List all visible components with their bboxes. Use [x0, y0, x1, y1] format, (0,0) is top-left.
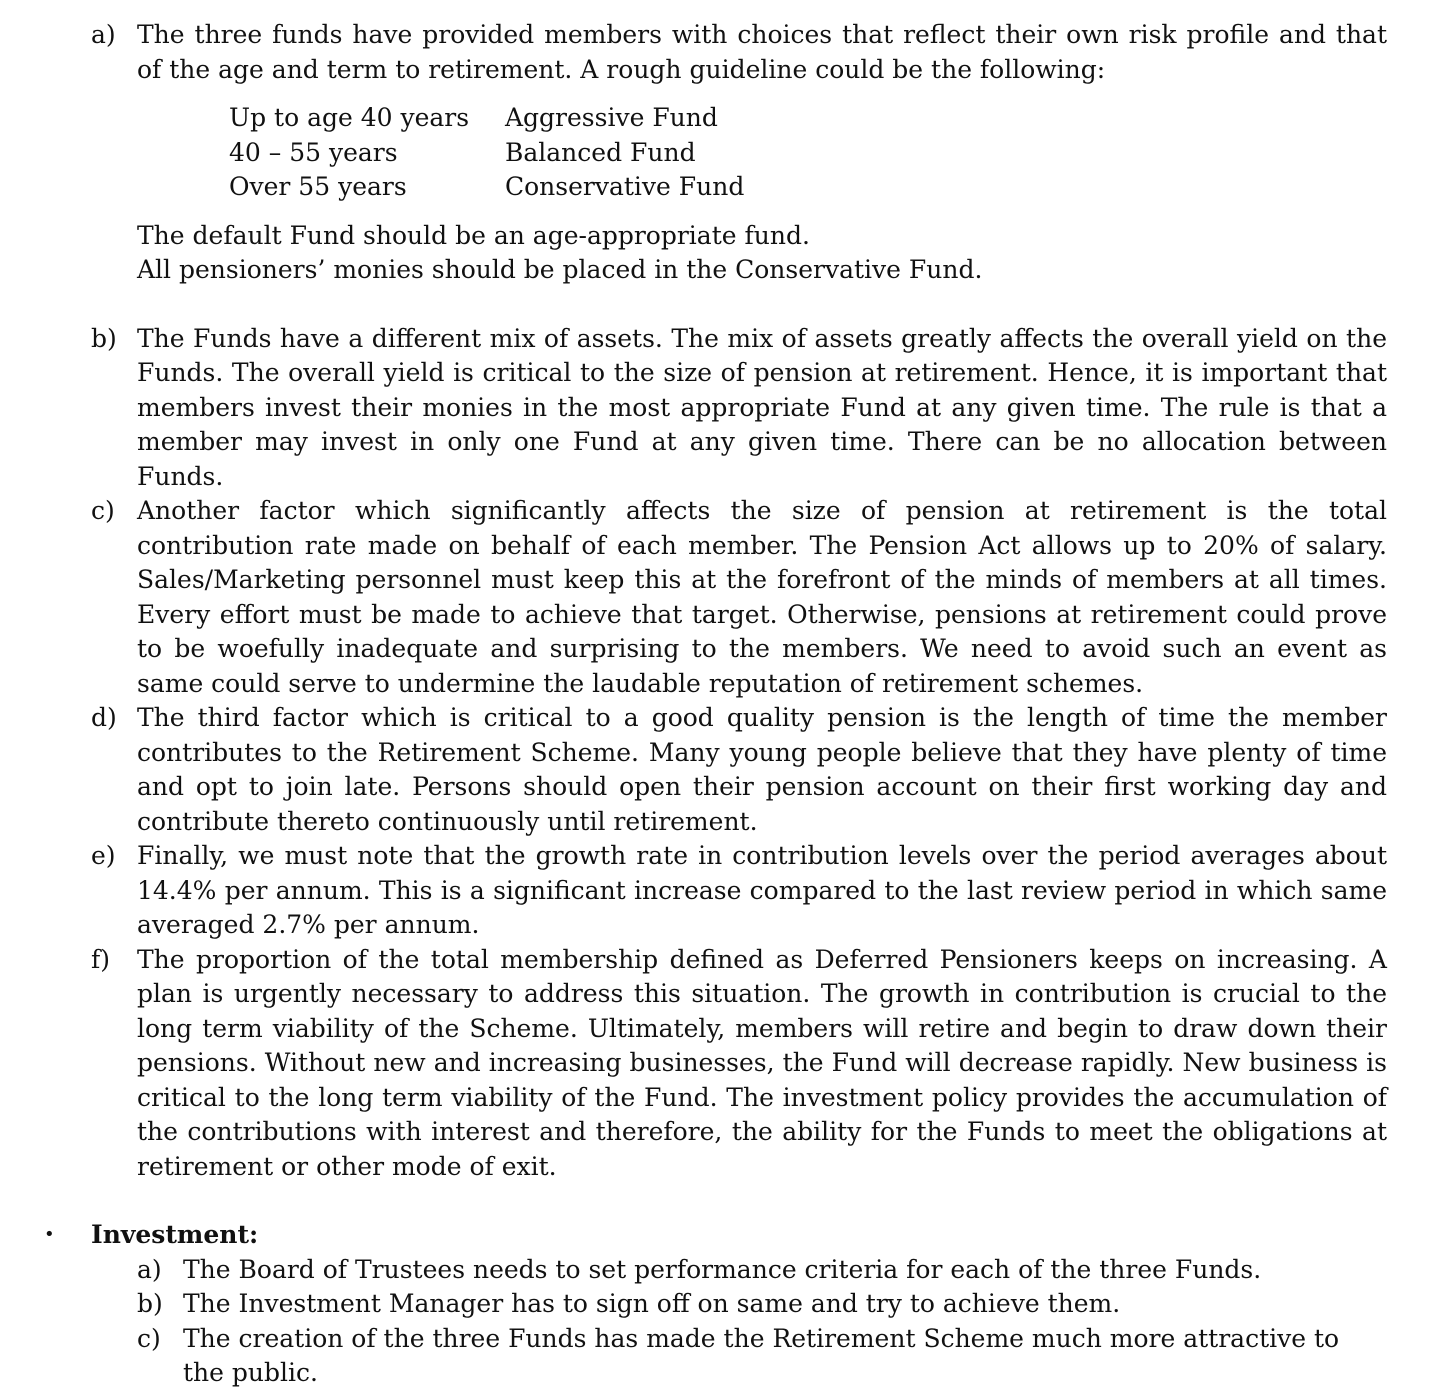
paragraph-text: The third factor which is critical to a good quality pension is the length of time the member contributes to the Retirement Scheme. Many young people believe that they have plenty of time and opt to join late. Persons should open their pension account on their first working day and contribute thereto continuously until retirement. [137, 703, 1387, 836]
list-marker: a) [91, 20, 116, 49]
document-page [0, 18, 1433, 1391]
table-row [229, 170, 744, 205]
bullet-icon: • [44, 1224, 55, 1245]
list-item-length-of-time [0, 701, 1387, 839]
fund-cell: Conservative Fund [505, 172, 745, 201]
table-row [229, 136, 744, 171]
list-marker: b) [137, 1289, 163, 1318]
list-item-fund-choice [0, 18, 1387, 87]
list-marker: a) [137, 1254, 162, 1284]
fund-cell: Aggressive Fund [505, 103, 718, 132]
list-marker: d) [91, 703, 117, 732]
paragraph-text: The Investment Manager has to sign off on same and try to achieve them. [183, 1289, 1121, 1318]
investment-item-three-funds [0, 1322, 1355, 1391]
list-marker: c) [137, 1323, 161, 1353]
paragraph-text: The Board of Trustees needs to set performance criteria for each of the three Funds. [183, 1254, 1262, 1284]
spacer [0, 288, 1433, 322]
section-heading: Investment: [91, 1220, 259, 1249]
list-marker: f) [91, 944, 111, 974]
list-item-contribution-rate [0, 494, 1387, 701]
list-item-growth-rate [0, 839, 1387, 943]
list-marker: b) [91, 323, 117, 353]
age-range-cell: Up to age 40 years [229, 103, 470, 132]
table-row [229, 101, 744, 136]
paragraph-text: Another factor which significantly affects the size of pension at retirement is the total contribution rate made on behalf of each member. The Pension Act allows up to 20% of salary. Sales/Marketing personnel must keep this at the forefront of the minds of members at all times. Every effort must be made to achieve that target. Otherwise, pensions at retirement could prove to be woefully inadequate and surprising to the members. We need to avoid such an event as same could serve to undermine the laudable reputation of retirement schemes. [137, 496, 1387, 698]
investment-item-performance-criteria [0, 1253, 1355, 1288]
age-range-cell: 40 – 55 years [229, 137, 398, 167]
paragraph-text: The creation of the three Funds has made the Retirement Scheme much more attractive to the public. [183, 1323, 1340, 1387]
investment-item-sign-off [0, 1287, 1355, 1322]
age-fund-guideline-table [229, 101, 744, 205]
list-marker: e) [91, 841, 116, 870]
list-marker: c) [91, 496, 115, 525]
pensioners-note: All pensioners’ monies should be placed in the Conservative Fund. [137, 255, 983, 284]
spacer [0, 1184, 1433, 1218]
default-fund-note: The default Fund should be an age-appropriate fund. [137, 220, 810, 250]
fund-cell: Balanced Fund [505, 137, 696, 167]
investment-section [0, 1218, 1433, 1253]
list-item-assets-mix [0, 322, 1387, 495]
paragraph-text: The Funds have a different mix of assets. The mix of assets greatly affects the overall yield on the Funds. The overall yield is critical to the size of pension at retirement. Hence, it is important that members invest their monies in the most appropriate Fund at any given time. The rule is that a member may invest in only one Fund at any given time. There can be no allocation between Funds. [137, 323, 1387, 491]
age-range-cell: Over 55 years [229, 172, 407, 201]
paragraph-text: Finally, we must note that the growth rate in contribution levels over the period averages about 14.4% per annum. This is a significant increase compared to the last review period in which same averaged 2.7% per annum. [137, 841, 1387, 939]
paragraph-text: The proportion of the total membership defined as Deferred Pensioners keeps on increasing. A plan is urgently necessary to address this situation. The growth in contribution is crucial to the long term viability of the Scheme. Ultimately, members will retire and begin to draw down their pensions. Without new and increasing businesses, the Fund will decrease rapidly. New business is critical to the long term viability of the Fund. The investment policy provides the accumulation of the contributions with interest and therefore, the ability for the Funds to meet the obligations at retirement or other mode of exit. [137, 944, 1387, 1181]
paragraph-text: The three funds have provided members with choices that reflect their own risk profile and that of the age and term to retirement. A rough guideline could be the following: [137, 20, 1387, 84]
list-item-deferred-pensioners [0, 943, 1387, 1185]
